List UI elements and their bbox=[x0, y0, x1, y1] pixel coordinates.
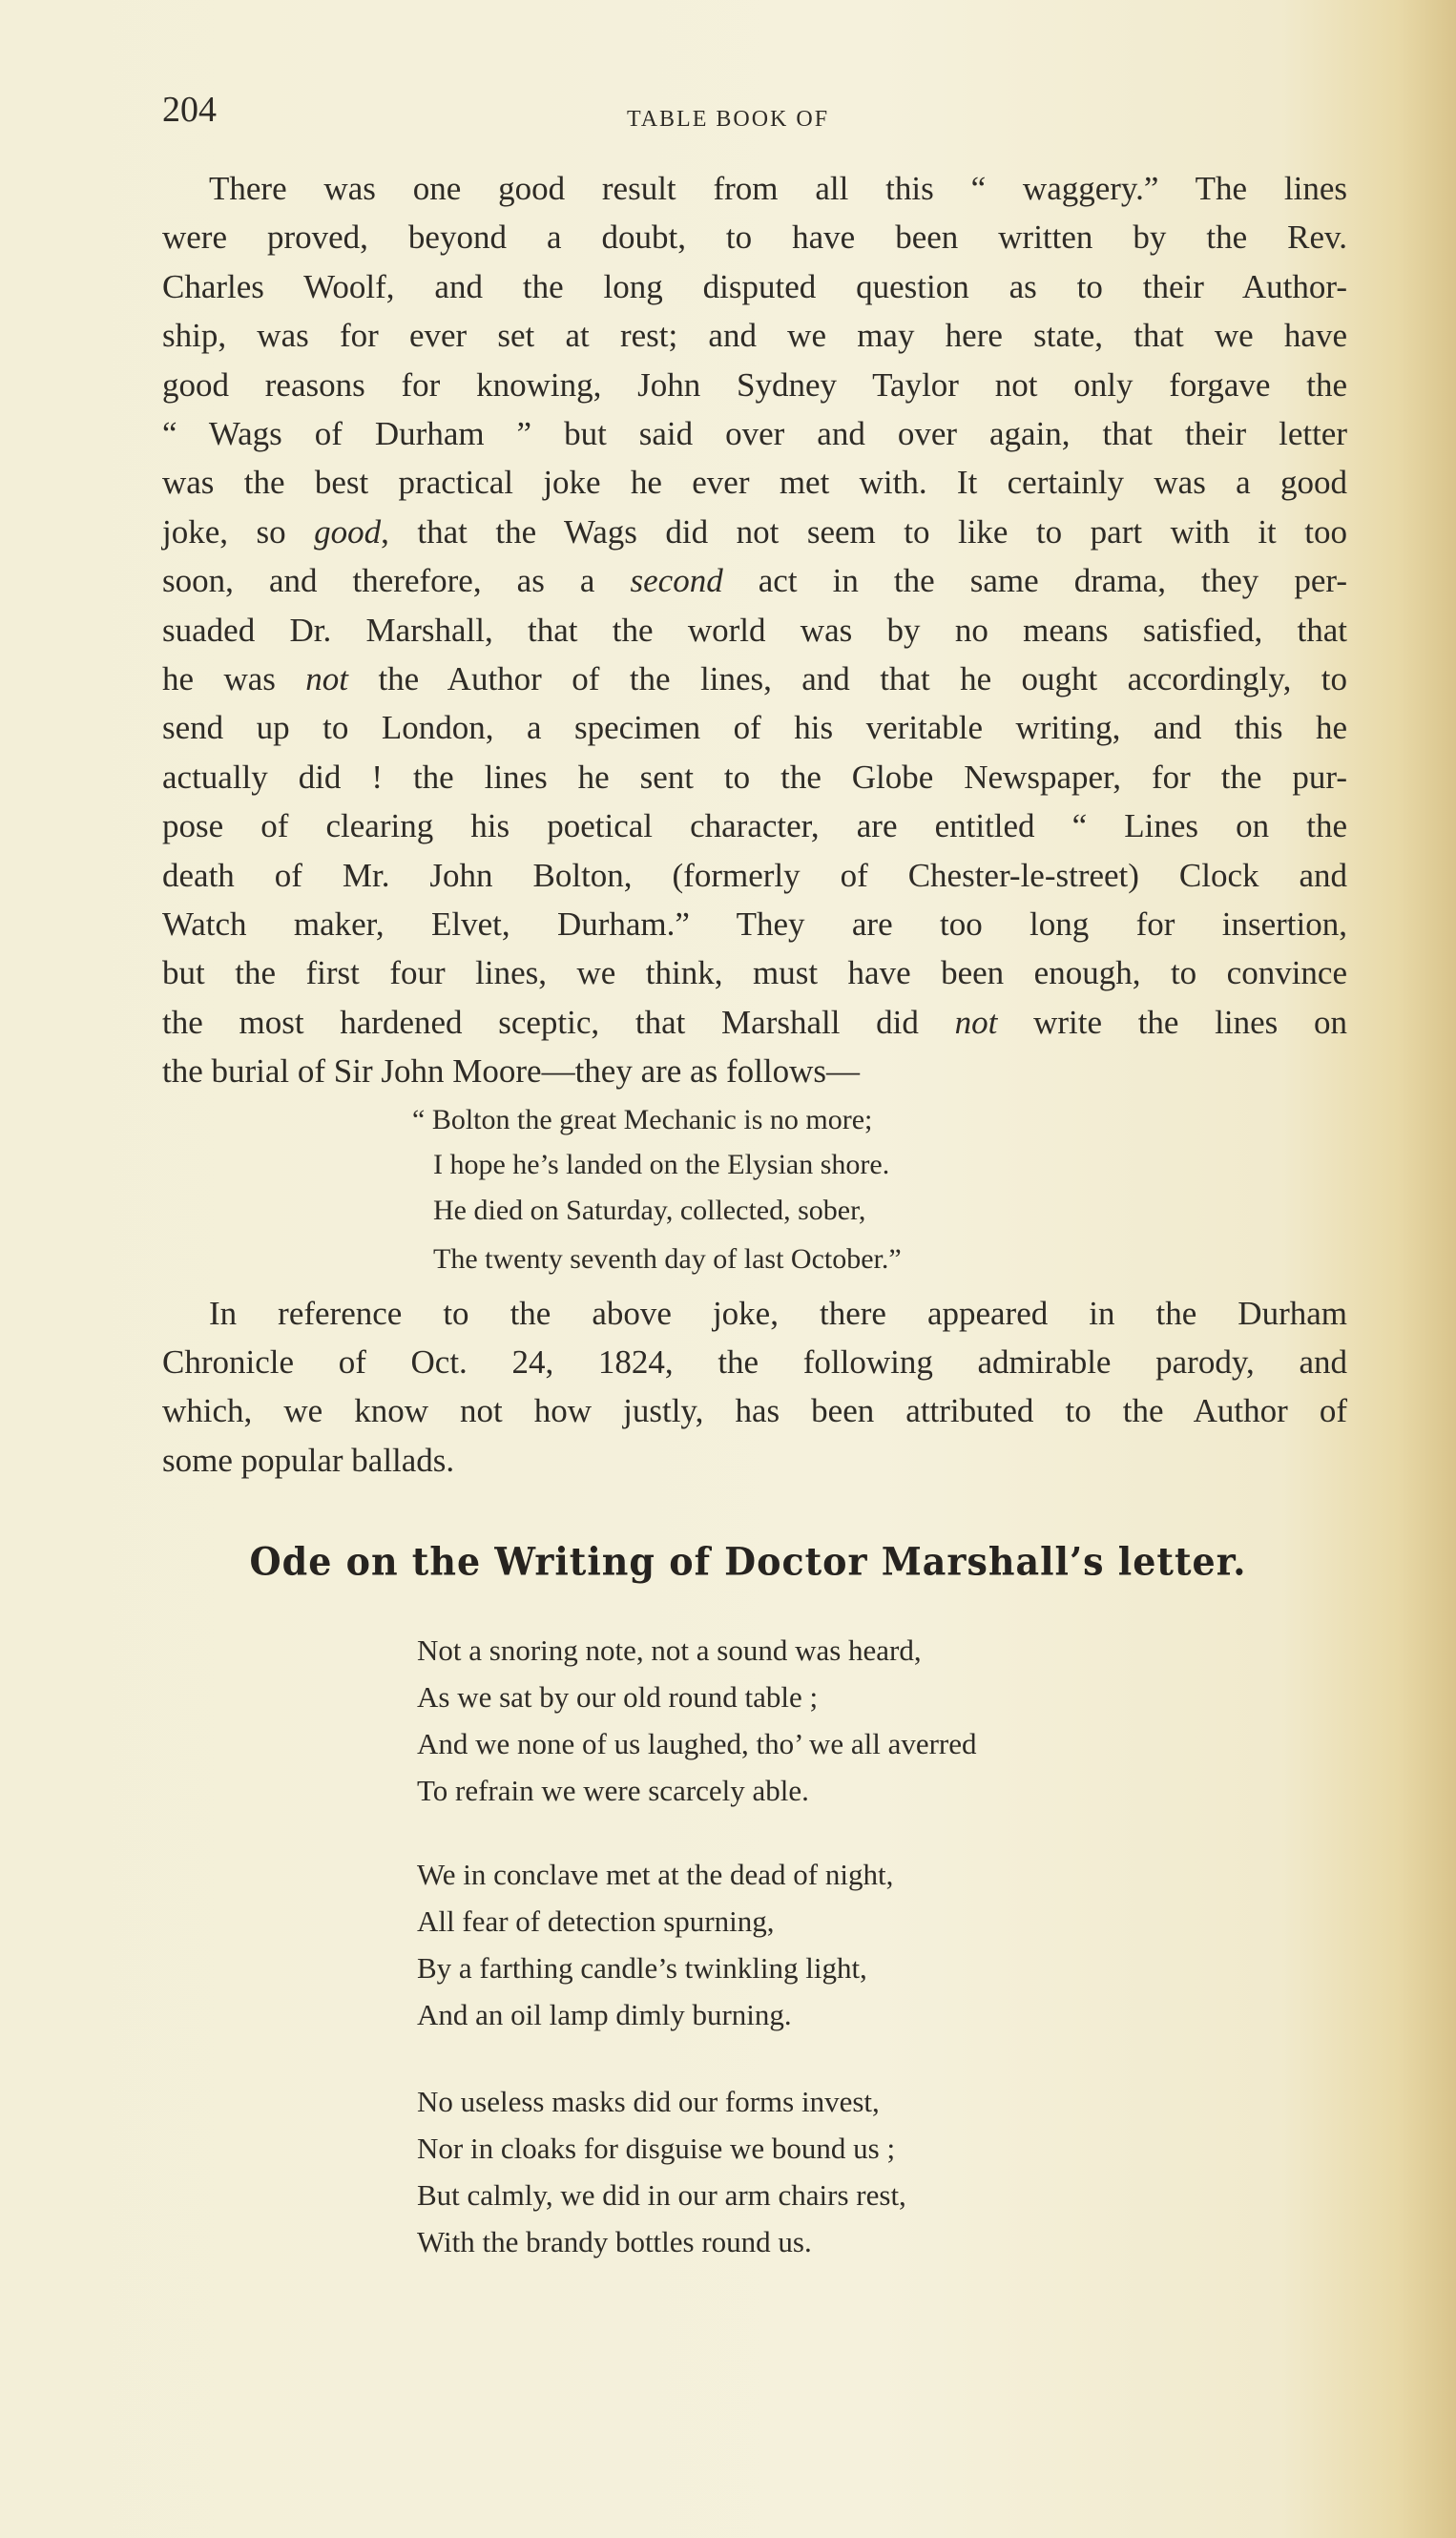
text-line bbox=[162, 1440, 1347, 1482]
page-number: 204 bbox=[162, 90, 217, 130]
text-line bbox=[162, 413, 1347, 455]
text-span: the most hardened sceptic, that Marshall did bbox=[162, 1003, 955, 1041]
text-line bbox=[162, 904, 1347, 946]
poem-line: Nor in cloaks for disguise we bound us ; bbox=[417, 2132, 896, 2165]
text-span: was the best practical joke he ever met with. It certainly was a good bbox=[162, 464, 1347, 502]
verse-line: He died on Saturday, collected, sober, bbox=[433, 1195, 866, 1226]
text-line bbox=[162, 560, 1347, 602]
verse-line: The twenty seventh day of last October.” bbox=[433, 1243, 902, 1275]
text-span: suaded Dr. Marshall, that the world was by no means satisfied, that bbox=[162, 611, 1347, 649]
text-line bbox=[162, 805, 1347, 847]
text-line bbox=[162, 610, 1347, 652]
text-line bbox=[162, 658, 1347, 700]
text-span: write the lines on bbox=[997, 1003, 1347, 1041]
text-span: were proved, beyond a doubt, to have been written by the Rev. bbox=[162, 218, 1347, 257]
text-span: good reasons for knowing, John Sydney Taylor not only forgave the bbox=[162, 365, 1347, 404]
poem-line: We in conclave met at the dead of night, bbox=[417, 1858, 894, 1891]
text-span: ship, was for ever set at rest; and we may here state, that we have bbox=[162, 317, 1347, 355]
text-line bbox=[162, 1390, 1347, 1432]
running-title: TABLE BOOK OF bbox=[626, 107, 830, 132]
text-span: There was one good result from all this “ waggery.” The lines bbox=[209, 170, 1347, 207]
text-span: death of Mr. John Bolton, (formerly of Chester-le-street) Clock and bbox=[162, 856, 1347, 894]
poem-line: No useless masks did our forms invest, bbox=[417, 2085, 880, 2118]
text-span: some popular ballads. bbox=[162, 1441, 455, 1479]
poem-line: But calmly, we did in our arm chairs rest, bbox=[417, 2178, 906, 2212]
text-span: he was bbox=[162, 660, 306, 697]
text-line bbox=[209, 168, 1347, 210]
text-line bbox=[162, 462, 1347, 504]
text-line bbox=[162, 757, 1347, 799]
ode-title: Ode on the Writing of Doctor Marshall’s letter. bbox=[249, 1538, 1247, 1585]
text-span: which, we know not how justly, has been attributed to the Author of bbox=[162, 1392, 1347, 1430]
text-span: act in the same drama, they per- bbox=[722, 562, 1347, 600]
text-line bbox=[162, 707, 1347, 749]
text-span: , that the Wags did not seem to like to part with it too bbox=[381, 512, 1347, 551]
text-span: joke, so bbox=[162, 512, 315, 551]
poem-line: Not a snoring note, not a sound was heard, bbox=[417, 1633, 922, 1667]
text-span: the burial of Sir John Moore—they are as follows— bbox=[162, 1052, 860, 1091]
poem-line: To refrain we were scarcely able. bbox=[417, 1774, 809, 1807]
text-span: pose of clearing his poetical character, are entitled “ Lines on the bbox=[162, 807, 1347, 845]
text-line bbox=[209, 1293, 1347, 1335]
verse-line: “ Bolton the great Mechanic is no more; bbox=[412, 1104, 873, 1135]
italic-text: second bbox=[630, 562, 723, 600]
text-line bbox=[162, 217, 1347, 259]
text-span: In reference to the above joke, there appeared in the Durham bbox=[209, 1295, 1347, 1332]
italic-text: not bbox=[305, 660, 349, 697]
text-span: Watch maker, Elvet, Durham.” They are too long for insertion, bbox=[162, 905, 1347, 943]
italic-text: good bbox=[314, 512, 382, 551]
poem-line: All fear of detection spurning, bbox=[417, 1904, 775, 1938]
poem-line: As we sat by our old round table ; bbox=[417, 1680, 819, 1714]
text-line bbox=[162, 1051, 1347, 1092]
italic-text: not bbox=[954, 1003, 998, 1041]
text-span: the Author of the lines, and that he ought accordingly, to bbox=[348, 660, 1348, 697]
text-span: soon, and therefore, as a bbox=[162, 562, 631, 600]
text-span: but the first four lines, we think, must have been enough, to convince bbox=[162, 954, 1347, 992]
text-line bbox=[162, 364, 1347, 406]
text-span: send up to London, a specimen of his veritable writing, and this he bbox=[162, 709, 1347, 747]
text-line bbox=[162, 266, 1347, 308]
text-span: Charles Woolf, and the long disputed question as to their Author- bbox=[162, 267, 1347, 305]
text-line bbox=[162, 315, 1347, 357]
text-span: “ Wags of Durham ” but said over and over again, that their letter bbox=[162, 415, 1347, 452]
text-span: Chronicle of Oct. 24, 1824, the following admirable parody, and bbox=[162, 1343, 1347, 1382]
poem-line: And we none of us laughed, tho’ we all averred bbox=[417, 1727, 977, 1760]
text-line bbox=[162, 855, 1347, 897]
poem-line: By a farthing candle’s twinkling light, bbox=[417, 1951, 867, 1985]
poem-line: And an oil lamp dimly burning. bbox=[417, 1998, 792, 2031]
text-line bbox=[162, 1342, 1347, 1383]
text-line bbox=[162, 1002, 1347, 1044]
text-line bbox=[162, 952, 1347, 994]
verse-line: I hope he’s landed on the Elysian shore. bbox=[433, 1149, 890, 1180]
poem-line: With the brandy bottles round us. bbox=[417, 2225, 812, 2258]
text-line bbox=[162, 511, 1347, 553]
text-span: actually did ! the lines he sent to the Globe Newspaper, for the pur- bbox=[162, 758, 1347, 796]
